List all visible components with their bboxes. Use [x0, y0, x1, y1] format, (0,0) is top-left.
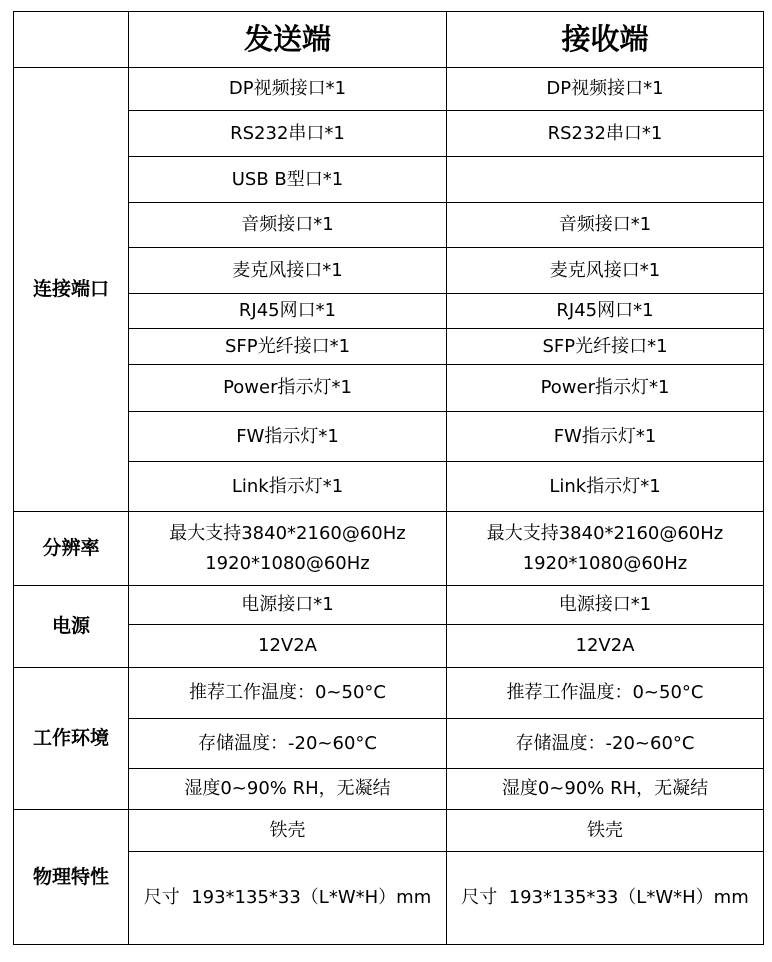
- sender-cell: Power指示灯*1: [129, 365, 447, 412]
- sender-cell: 推荐工作温度：0~50°C: [129, 668, 447, 719]
- power-row: [14, 586, 764, 625]
- sender-cell: [129, 512, 447, 586]
- receiver-cell: Link指示灯*1: [447, 462, 764, 512]
- sender-cell: 音频接口*1: [129, 203, 447, 248]
- receiver-cell: Power指示灯*1: [447, 365, 764, 412]
- sender-cell: 麦克风接口*1: [129, 248, 447, 294]
- sender-cell: 存储温度：-20~60°C: [129, 719, 447, 769]
- receiver-cell: 湿度0~90% RH，无凝结: [447, 769, 764, 810]
- environment-category-label: 工作环境: [14, 668, 129, 810]
- resolution-line: 1920*1080@60Hz: [522, 552, 688, 574]
- header-corner-cell: [14, 12, 129, 68]
- ports-category-label: 连接端口: [14, 68, 129, 512]
- receiver-cell: FW指示灯*1: [447, 412, 764, 462]
- resolution-line: 最大支持3840*2160@60Hz: [169, 522, 406, 544]
- receiver-cell: 麦克风接口*1: [447, 248, 764, 294]
- sender-cell: RS232串口*1: [129, 111, 447, 157]
- resolution-row: [14, 512, 764, 586]
- receiver-cell: 铁壳: [447, 810, 764, 852]
- sender-cell: 12V2A: [129, 625, 447, 668]
- receiver-cell: [447, 157, 764, 203]
- sender-cell: DP视频接口*1: [129, 68, 447, 111]
- resolution-line: 1920*1080@60Hz: [205, 552, 370, 574]
- header-row: [14, 12, 764, 68]
- receiver-cell: [447, 512, 764, 586]
- receiver-cell: 12V2A: [447, 625, 764, 668]
- sender-cell: 电源接口*1: [129, 586, 447, 625]
- environment-row: [14, 668, 764, 719]
- sender-cell: 铁壳: [129, 810, 447, 852]
- receiver-cell: 推荐工作温度：0~50°C: [447, 668, 764, 719]
- spec-table: [13, 11, 764, 945]
- receiver-cell: RJ45网口*1: [447, 294, 764, 329]
- physical-row: [14, 810, 764, 852]
- physical-category-label: 物理特性: [14, 810, 129, 945]
- sender-cell: RJ45网口*1: [129, 294, 447, 329]
- receiver-cell: 尺寸 193*135*33（L*W*H）mm: [447, 852, 764, 945]
- receiver-column-header: 接收端: [447, 12, 764, 68]
- sender-cell: 湿度0~90% RH，无凝结: [129, 769, 447, 810]
- receiver-cell: 存储温度：-20~60°C: [447, 719, 764, 769]
- resolution-category-label: 分辨率: [14, 512, 129, 586]
- sender-cell: FW指示灯*1: [129, 412, 447, 462]
- receiver-cell: SFP光纤接口*1: [447, 329, 764, 365]
- sender-cell: SFP光纤接口*1: [129, 329, 447, 365]
- receiver-cell: DP视频接口*1: [447, 68, 764, 111]
- ports-row: [14, 68, 764, 111]
- sender-cell: Link指示灯*1: [129, 462, 447, 512]
- receiver-cell: RS232串口*1: [447, 111, 764, 157]
- receiver-cell: 音频接口*1: [447, 203, 764, 248]
- resolution-line: 最大支持3840*2160@60Hz: [486, 522, 724, 544]
- sender-cell: USB B型口*1: [129, 157, 447, 203]
- receiver-cell: 电源接口*1: [447, 586, 764, 625]
- sender-column-header: 发送端: [129, 12, 447, 68]
- power-category-label: 电源: [14, 586, 129, 668]
- sender-cell: 尺寸 193*135*33（L*W*H）mm: [129, 852, 447, 945]
